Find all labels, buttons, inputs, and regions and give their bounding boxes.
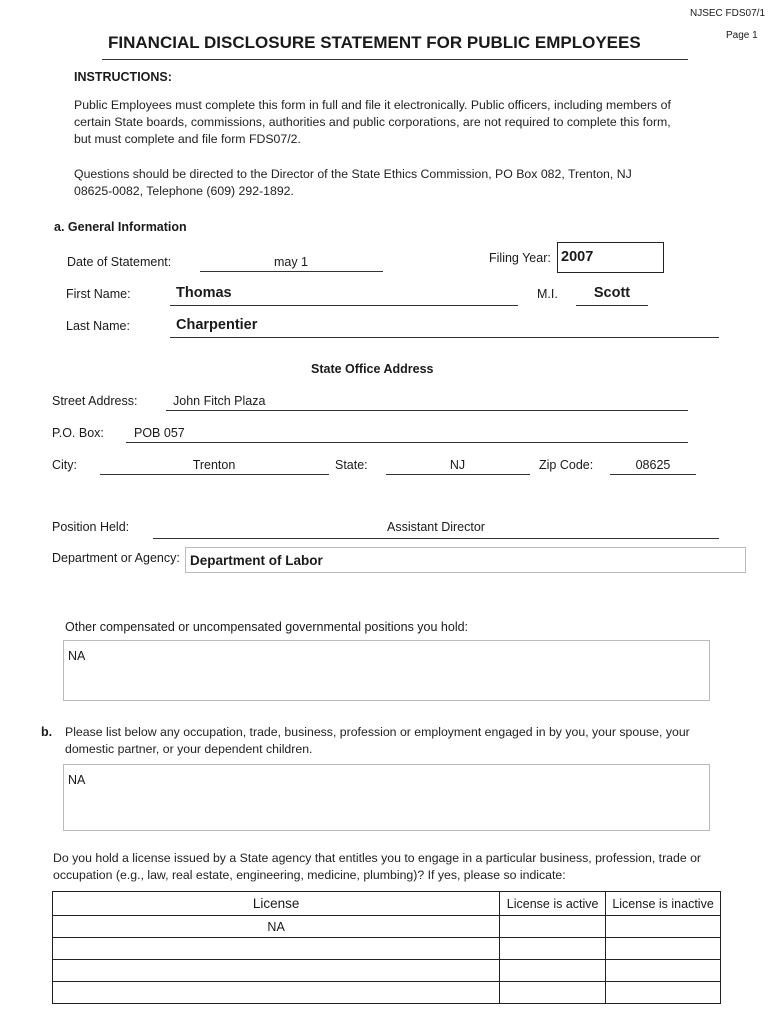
state-underline xyxy=(386,474,530,475)
section-b-question: Please list below any occupation, trade, business, profession or employment engaged in by you, your spouse, your domestic partner, or your dependent children. xyxy=(65,725,690,756)
pobox-label: P.O. Box: xyxy=(52,426,104,440)
title-underline xyxy=(102,59,688,60)
occupation-value: NA xyxy=(68,773,86,787)
filing-year-value: 2007 xyxy=(561,249,594,265)
table-row xyxy=(53,982,721,1004)
page-number: Page 1 xyxy=(726,30,758,41)
city-label: City: xyxy=(52,458,77,472)
license-inactive-column-header: License is inactive xyxy=(606,892,721,916)
instructions-paragraph-2: Questions should be directed to the Director of the State Ethics Commission, PO Box 082, Trenton, NJ 08625-0082, Telephone (609) 292-1892. xyxy=(74,167,632,198)
license-active-column-header: License is active xyxy=(500,892,606,916)
license-cell[interactable] xyxy=(53,960,500,982)
street-field[interactable]: John Fitch Plaza xyxy=(173,394,266,408)
state-field[interactable]: NJ xyxy=(449,458,466,472)
other-positions-value: NA xyxy=(68,649,86,663)
state-label: State: xyxy=(335,458,368,472)
mi-field[interactable]: Scott xyxy=(593,285,631,301)
license-table xyxy=(52,891,721,1004)
street-label: Street Address: xyxy=(52,394,138,408)
address-heading: State Office Address xyxy=(311,362,434,376)
general-info-heading: a. General Information xyxy=(54,220,187,234)
first-name-field[interactable]: Thomas xyxy=(176,285,232,301)
date-field[interactable]: may 1 xyxy=(273,255,309,269)
license-cell[interactable] xyxy=(53,982,500,1004)
first-name-underline xyxy=(170,305,518,306)
city-underline xyxy=(100,474,329,475)
other-positions-field[interactable] xyxy=(63,640,710,701)
section-b-letter: b. xyxy=(41,725,53,739)
last-name-label: Last Name: xyxy=(66,319,130,333)
last-name-underline xyxy=(170,337,719,338)
position-underline xyxy=(153,538,719,539)
last-name-field[interactable]: Charpentier xyxy=(176,317,258,333)
license-inactive-cell[interactable] xyxy=(606,960,721,982)
date-underline xyxy=(200,271,383,272)
date-label: Date of Statement: xyxy=(67,255,172,269)
table-row xyxy=(53,938,721,960)
department-label: Department or Agency: xyxy=(52,551,180,565)
zip-label: Zip Code: xyxy=(539,458,594,472)
license-inactive-cell[interactable] xyxy=(606,916,721,938)
first-name-label: First Name: xyxy=(66,287,131,301)
license-table-header xyxy=(53,892,721,916)
license-active-cell[interactable] xyxy=(500,982,606,1004)
street-underline xyxy=(166,410,688,411)
page-title: FINANCIAL DISCLOSURE STATEMENT FOR PUBLIC EMPLOYEES xyxy=(108,33,641,52)
license-active-cell[interactable] xyxy=(500,938,606,960)
position-field[interactable]: Assistant Director xyxy=(387,520,485,534)
mi-underline xyxy=(576,305,648,306)
department-field[interactable] xyxy=(185,547,746,573)
license-column-header: License xyxy=(53,892,500,916)
position-label: Position Held: xyxy=(52,520,130,534)
license-inactive-cell[interactable] xyxy=(606,982,721,1004)
pobox-field[interactable]: POB 057 xyxy=(134,426,185,440)
license-cell[interactable]: NA xyxy=(53,916,500,938)
license-cell[interactable] xyxy=(53,938,500,960)
zip-underline xyxy=(610,474,696,475)
instructions-heading: INSTRUCTIONS: xyxy=(74,70,172,84)
license-active-cell[interactable] xyxy=(500,916,606,938)
department-value: Department of Labor xyxy=(190,553,323,568)
pobox-underline xyxy=(126,442,688,443)
license-question: Do you hold a license issued by a State agency that entitles you to engage in a particular business, profession, trade or occupation (e.g., law, real estate, engineering, medicine, plumbing)? If yes, please so indicate: xyxy=(53,851,702,882)
table-row xyxy=(53,916,721,938)
zip-field[interactable]: 08625 xyxy=(635,458,671,472)
city-field[interactable]: Trenton xyxy=(192,458,236,472)
filing-year-label: Filing Year: xyxy=(489,251,551,265)
instructions-paragraph-1: Public Employees must complete this form in full and file it electronically. Public officers, including members of certain State boards, commissions, authorities and public corporations, are not required to complete this form, but must complete and file form FDS07/2. xyxy=(74,98,671,146)
form-code: NJSEC FDS07/1 xyxy=(690,8,766,19)
mi-label: M.I. xyxy=(537,287,558,301)
license-active-cell[interactable] xyxy=(500,960,606,982)
occupation-field[interactable] xyxy=(63,764,710,831)
license-inactive-cell[interactable] xyxy=(606,938,721,960)
other-positions-label: Other compensated or uncompensated governmental positions you hold: xyxy=(65,620,469,634)
table-row xyxy=(53,960,721,982)
filing-year-field[interactable] xyxy=(557,242,664,273)
